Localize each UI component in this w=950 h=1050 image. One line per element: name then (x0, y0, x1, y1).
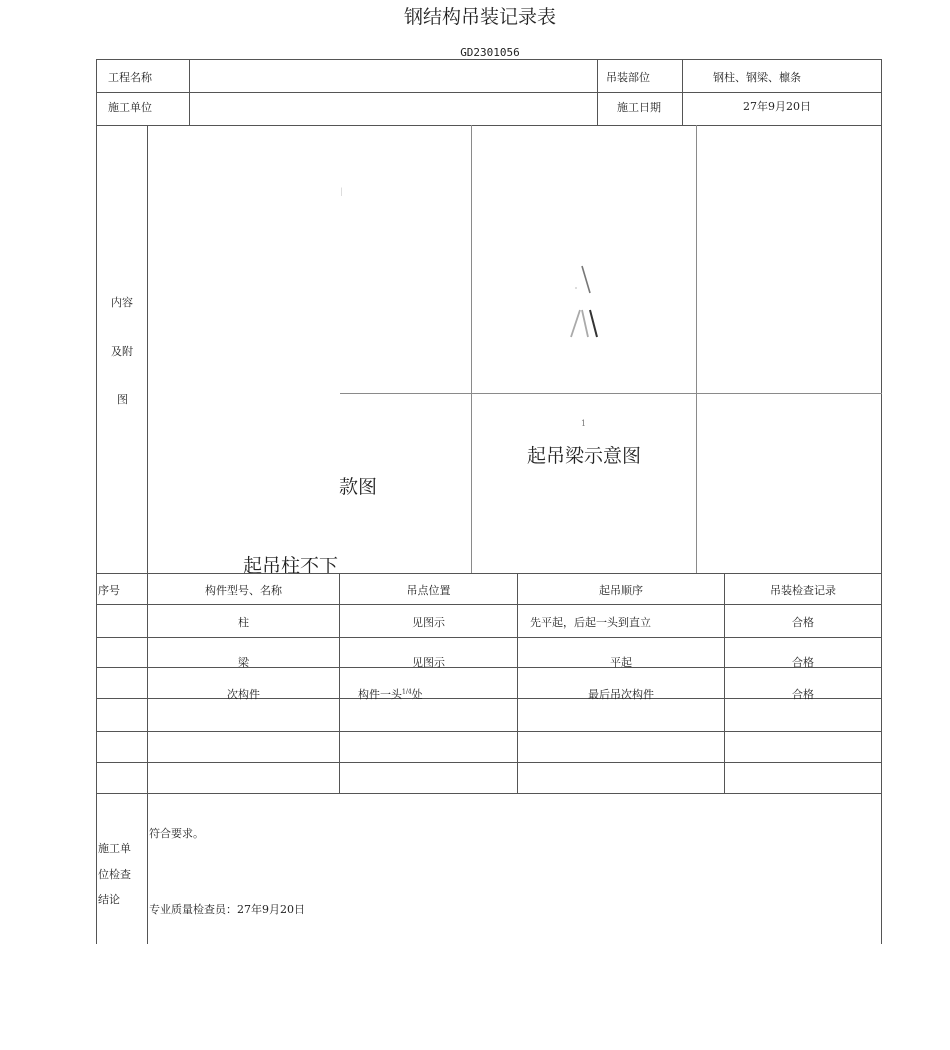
table-top-border (96, 59, 882, 60)
record-header-top (96, 573, 882, 574)
record-col-divider-3 (517, 573, 518, 793)
table-left-border (96, 59, 97, 944)
record-col-divider-1 (147, 573, 148, 793)
record-row-line-1 (96, 604, 882, 605)
col-header-index: 序号 (98, 584, 120, 597)
record-row-line-5 (96, 731, 882, 732)
record-row-line-6 (96, 762, 882, 763)
record-row-line-7 (96, 793, 882, 794)
construction-unit-label: 施工单位 (108, 101, 152, 114)
content-label-line2: 及附 (111, 345, 133, 358)
record-row-line-2 (96, 637, 882, 638)
diagram-mid-divider (340, 393, 882, 394)
row3-lift-point-text: 构件一头 (358, 688, 402, 701)
row1-lift-order: 先平起，后起一头到直立 (530, 616, 651, 629)
row2-lift-point: 见图示 (412, 656, 445, 669)
conclusion-label-line2: 位检查 (98, 868, 131, 881)
lift-part-label: 吊装部位 (606, 71, 650, 84)
row3-component: 次构件 (227, 688, 260, 701)
table-right-border (881, 59, 882, 944)
col-header-component: 构件型号、名称 (205, 584, 282, 597)
row3-fraction: 1/4 (402, 688, 412, 696)
col-header-lift-order: 起吊顺序 (599, 584, 643, 597)
conclusion-label-divider (147, 793, 148, 944)
row3-lift-point (358, 686, 423, 702)
col-header-inspection: 吊装检查记录 (770, 584, 836, 597)
col-header-lift-point: 吊点位置 (406, 584, 451, 597)
header-divider-3 (682, 59, 683, 125)
project-name-label: 工程名称 (108, 71, 152, 84)
inspector-signature-line: 专业质量检查员：27年9月20日 (149, 903, 305, 916)
column-diagram-caption-part2: 起吊柱不下 (243, 555, 339, 577)
header-row-divider (96, 92, 882, 93)
conclusion-label-line3: 结论 (98, 893, 120, 906)
beam-diagram-caption: 起吊梁示意图 (527, 445, 642, 467)
header-divider-1 (189, 59, 190, 125)
conclusion-label-line1: 施工单 (98, 842, 131, 855)
document-title: 钢结构吊装记录表 (403, 6, 556, 28)
construction-date-value: 27年9月20日 (743, 100, 811, 113)
record-col-divider-2 (339, 573, 340, 793)
content-label-line3: 图 (117, 393, 128, 406)
row3-lift-order: 最后吊次构件 (588, 688, 654, 701)
lift-part-value: 钢柱、钢梁、檩条 (713, 71, 801, 84)
record-col-divider-4 (724, 573, 725, 793)
row2-inspection: 合格 (792, 656, 814, 669)
row3-inspection: 合格 (792, 688, 814, 701)
content-label-line1: 内容 (111, 296, 133, 309)
diagram-divider-1 (471, 125, 472, 573)
header-divider-2 (597, 59, 598, 125)
tiny-mark: | (340, 187, 343, 196)
row2-component: 梁 (238, 656, 249, 669)
construction-date-label: 施工日期 (617, 101, 661, 114)
header-bottom-divider (96, 125, 882, 126)
content-label-divider (147, 125, 148, 573)
diagram-divider-2 (696, 125, 697, 573)
row1-lift-point: 见图示 (412, 616, 445, 629)
row3-lift-point-suffix: 处 (411, 688, 423, 701)
row1-inspection: 合格 (792, 616, 814, 629)
row1-component: 柱 (238, 616, 249, 629)
small-mark: 1 (581, 419, 587, 428)
conclusion-text: 符合要求。 (149, 827, 204, 840)
row2-lift-order: 平起 (610, 656, 632, 669)
column-diagram-caption-part1: 款图 (339, 476, 378, 498)
beam-lift-sketch (560, 258, 610, 343)
document-code: GD2301056 (460, 46, 520, 59)
